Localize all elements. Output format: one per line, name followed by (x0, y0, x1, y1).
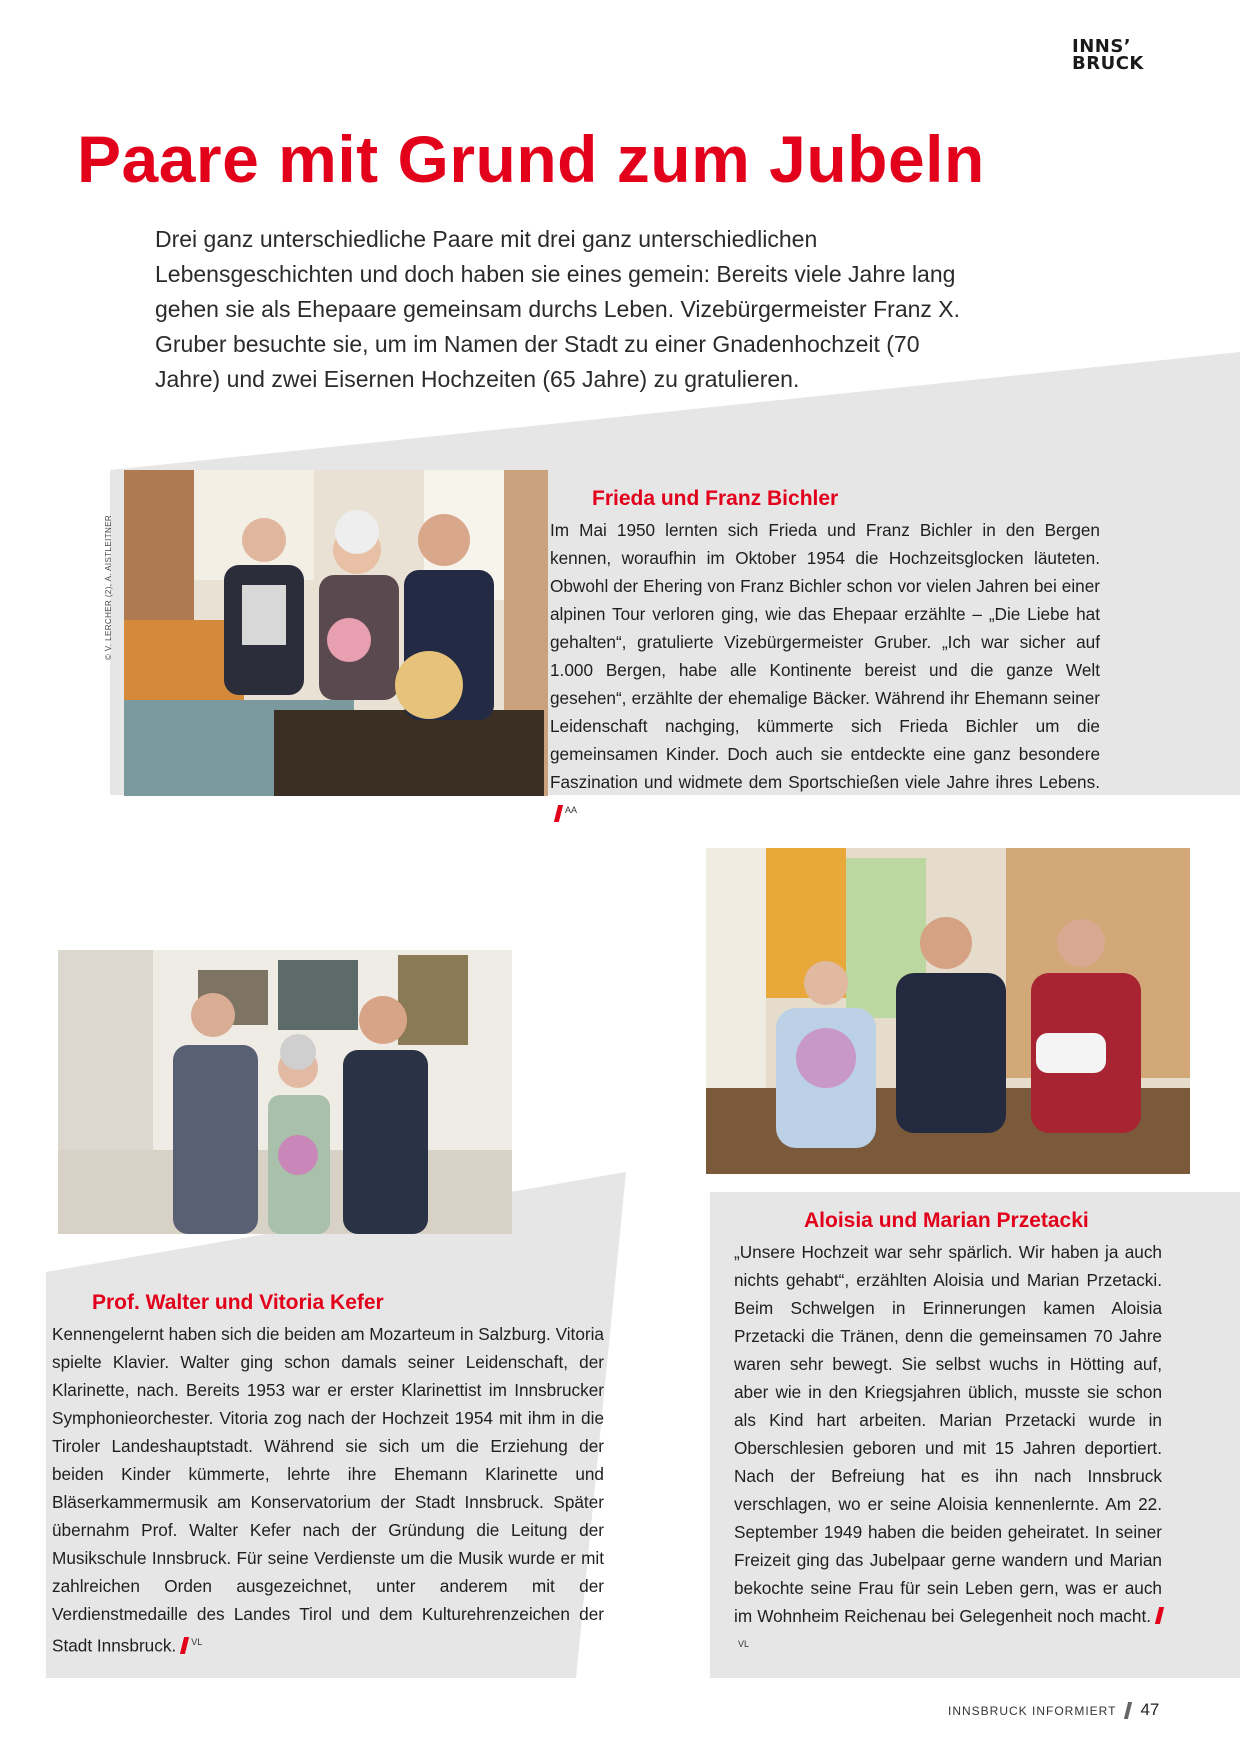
author-initials: VL (191, 1637, 203, 1647)
logo-line-1: INNS’ (1072, 36, 1132, 57)
end-mark-icon (180, 1637, 189, 1654)
article-bichler (550, 486, 1100, 828)
footer-separator (1124, 1702, 1132, 1719)
logo-line-2: BRUCK (1072, 53, 1144, 74)
article-heading: Aloisia und Marian Przetacki (804, 1209, 1089, 1232)
article-kefer (52, 1290, 604, 1660)
intro-text: Drei ganz unterschiedliche Paare mit drei ganz unterschiedlichen Lebensgeschichten und doch haben sie eines gemein: Bereits viele Jahre lang gehen sie als Ehepaare gemeinsam durchs Leben. Vizebürgermeister Franz X. Gruber besuchte sie, um im Namen der Stadt zu einer Gnadenhochzeit (70 Jahre) und zwei Eisernen Hochzeiten (65 Jahre) zu gratulieren. (155, 226, 961, 392)
photo-credit: © V. LERCHER (2), A. AISTLEITNER (104, 514, 113, 660)
article-heading: Frieda und Franz Bichler (592, 487, 839, 510)
article-body: Kennengelernt haben sich die beiden am Mozarteum in Salzburg. Vitoria spielte Klavier. Walter ging schon damals seiner Leidenschaft, der Klarinette, nach. Bereits 1953 war er erster Klarinettist im Innsbrucker Symphonieorchester. Vitoria zog nach der Hochzeit 1954 mit ihm in die Tiroler Landeshauptstadt. Während sie sich um die Erziehung der beiden Kinder kümmerte, lehrte ihre Ehemann Klarinette und Bläserkammermusik am Konservatorium der Stadt Innsbruck. Später übernahm Prof. Walter Kefer nach der Gründung die Leitung der Musikschule Innsbruck. Für seine Verdienste um die Musik wurde er mit zahlreichen Orden ausgezeichnet, unter anderem mit der Verdienstmedaille des Landes Tirol und dem Kulturehrenzeichen der Stadt Innsbruck. $^{VL}$ (52, 1324, 604, 1656)
end-mark-icon (554, 805, 563, 822)
article-body: „Unsere Hochzeit war sehr spärlich. Wir haben ja auch nichts gehabt“, erzählten Aloisia und Marian Przetacki. Beim Schwelgen in Erinnerungen kamen Aloisia Przetacki die Tränen, denn die gemeinsamen 70 Jahre waren sehr bewegt. Sie selbst wuchs in Hötting auf, aber wie in den Kriegsjahren üblich, musste sie schon als Kind hart arbeiten. Marian Przetacki wurde in Oberschlesien geboren und mit 15 Jahren deportiert. Nach der Befreiung hat es ihn nach Innsbruck verschlagen, wo er seine Aloisia kennenlernte. Am 22. September 1949 haben die beiden geheiratet. In seiner Freizeit ging das Jubelpaar gerne wandern und Marian bekochte seine Frau für sein Leben gern, was er auch im Wohnheim Reichenau bei Gelegenheit noch macht.$^{VL}$ (734, 1238, 1162, 1662)
author-initials: AA (565, 805, 578, 815)
author-initials: VL (738, 1639, 750, 1649)
photo-przetacki (706, 848, 1190, 1174)
innsbruck-logo (1072, 38, 1144, 72)
article-heading: Prof. Walter und Vitoria Kefer (92, 1291, 384, 1314)
photo-bichler (124, 470, 548, 796)
page-title: Paare mit Grund zum Jubeln (77, 122, 985, 196)
page-number: 47 (1140, 1700, 1160, 1719)
page-footer (948, 1700, 1159, 1720)
footer-publication: INNSBRUCK INFORMIERT (948, 1704, 1117, 1718)
photo-kefer (58, 950, 512, 1234)
article-body: Im Mai 1950 lernten sich Frieda und Franz Bichler in den Bergen kennen, woraufhin im Oktober 1954 die Hochzeitsglocken läuteten. Obwohl der Ehering von Franz Bichler schon vor vielen Jahren bei einer alpinen Tour verloren ging, wie das Ehepaar erzählte – „Die Liebe hat gehalten“, gratulierte Vizebürgermeister Gruber. „Ich war sicher auf 1.000 Bergen, habe alle Kontinente bereist und die ganze Welt gesehen“, erzählte der ehemalige Bäcker. Während ihr Ehemann seiner Leidenschaft nachging, kümmerte sich Frieda Bichler um die gemeinsamen Kinder. Doch auch sie entdeckte eine ganz besondere Faszination und widmete dem Sportschießen viele Jahre ihres Lebens.$^{AA}$ (550, 516, 1100, 828)
article-przetacki (734, 1208, 1162, 1662)
